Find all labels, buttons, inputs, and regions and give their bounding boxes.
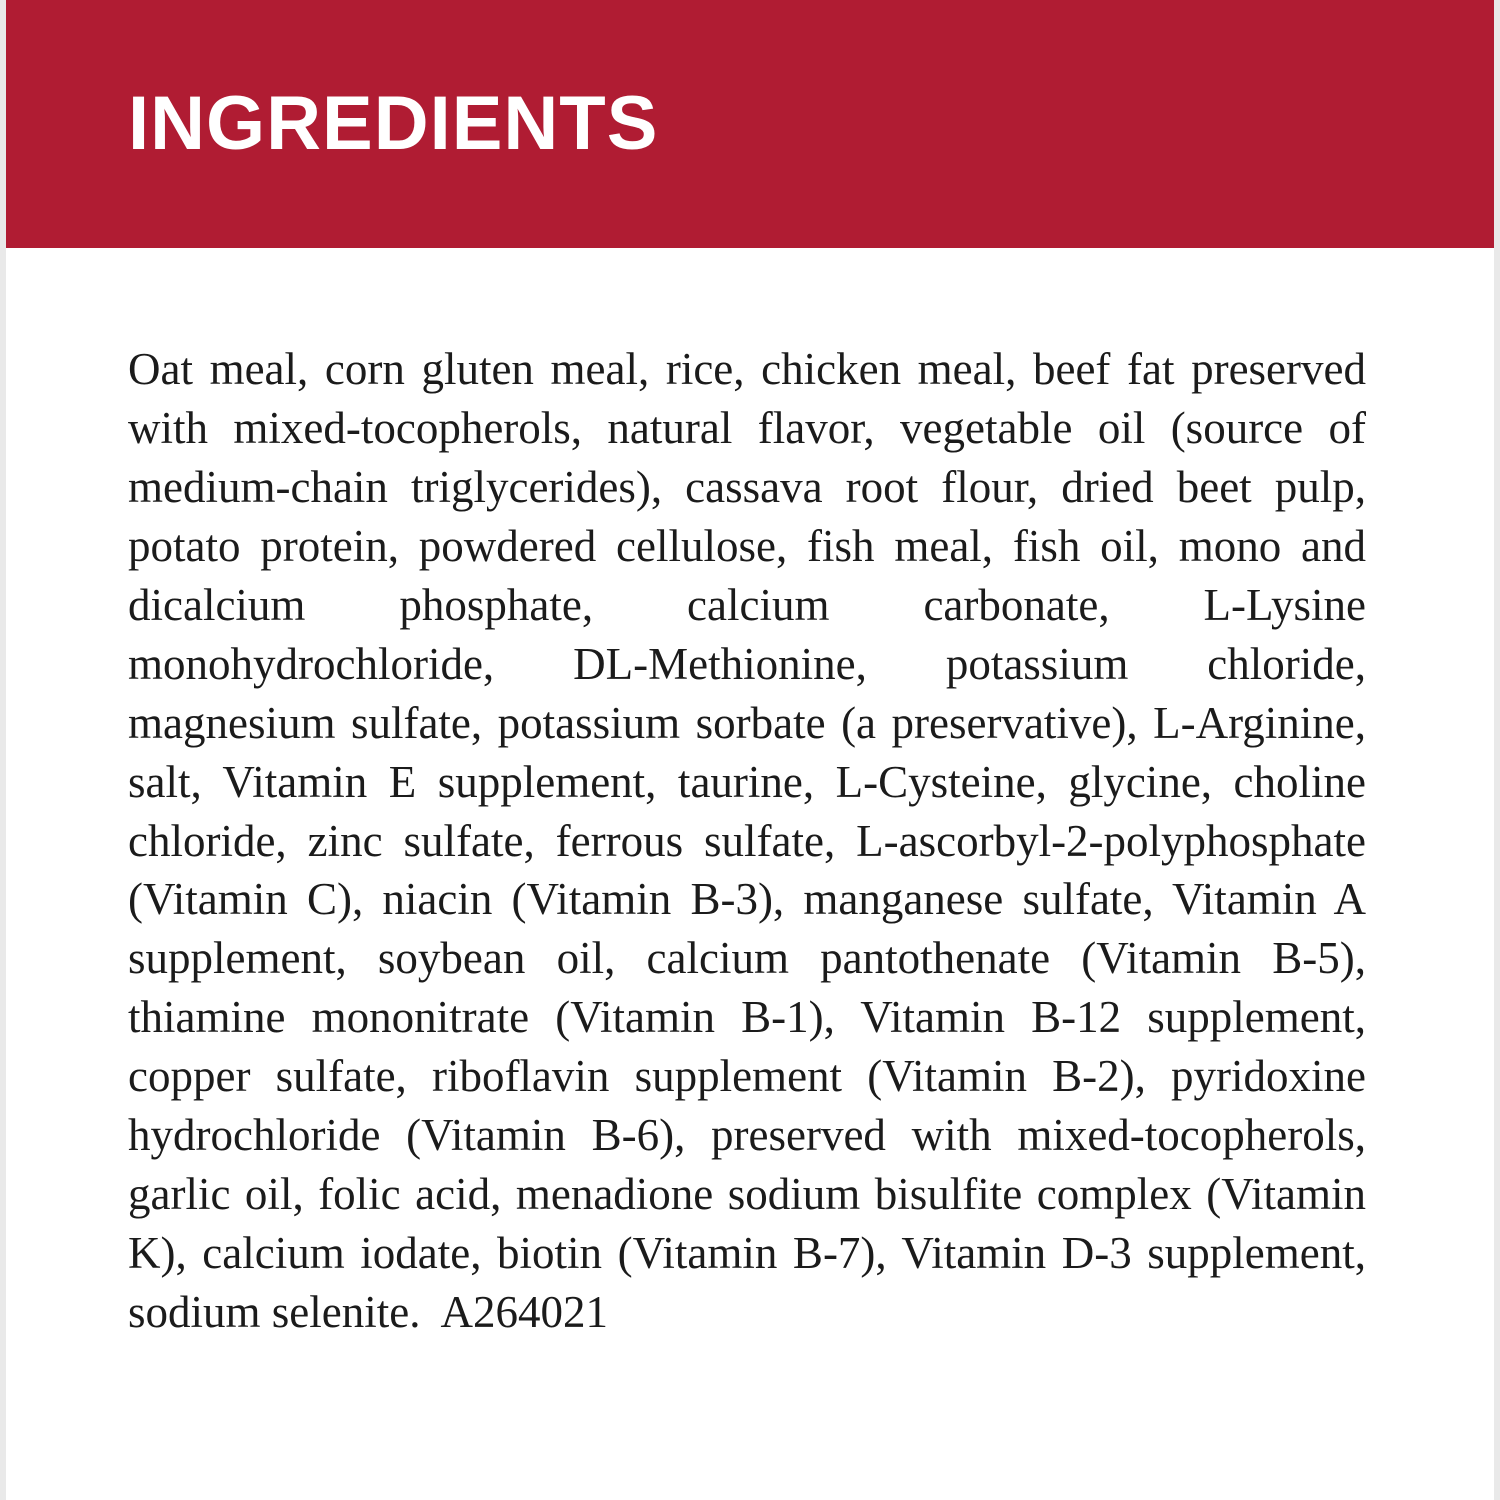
ingredients-list-text: Oat meal, corn gluten meal, rice, chicken meal, beef fat preserved with mixed-tocopherols, natural flavor, vegetable oil (source of medium-chain triglycerides), cassava root flour, dried beet pulp, potato protein, powdered cellulose, fish meal, fish oil, mono and dicalcium phosphate, calcium carbonate, L-Lysine monohydrochloride, DL-Methionine, potassium chloride, magnesium sulfate, potassium sorbate (a preservative), L-Arginine, salt, Vitamin E supplement, taurine, L-Cysteine, glycine, choline chloride, zinc sulfate, ferrous sulfate, L-ascorbyl-2-polyphosphate (Vitamin C), niacin (Vitamin B-3), manganese sulfate, Vitamin A supplement, soybean oil, calcium pantothenate (Vitamin B-5), thiamine mononitrate (Vitamin B-1), Vitamin B-12 supplement, copper sulfate, riboflavin supplement (Vitamin B-2), pyridoxine hydrochloride (Vitamin B-6), preserved with mixed-tocopherols, garlic oil, folic acid, menadione sodium bisulfite complex (Vitamin K), calcium iodate, biotin (Vitamin B-7), Vitamin D-3 supplement, sodium selenite. [128, 344, 1366, 1337]
ingredients-content [6, 248, 1494, 1342]
ingredients-header-band [6, 0, 1494, 248]
product-code: A264021 [440, 1287, 608, 1337]
page-title: INGREDIENTS [128, 81, 659, 166]
ingredients-paragraph [128, 340, 1366, 1342]
